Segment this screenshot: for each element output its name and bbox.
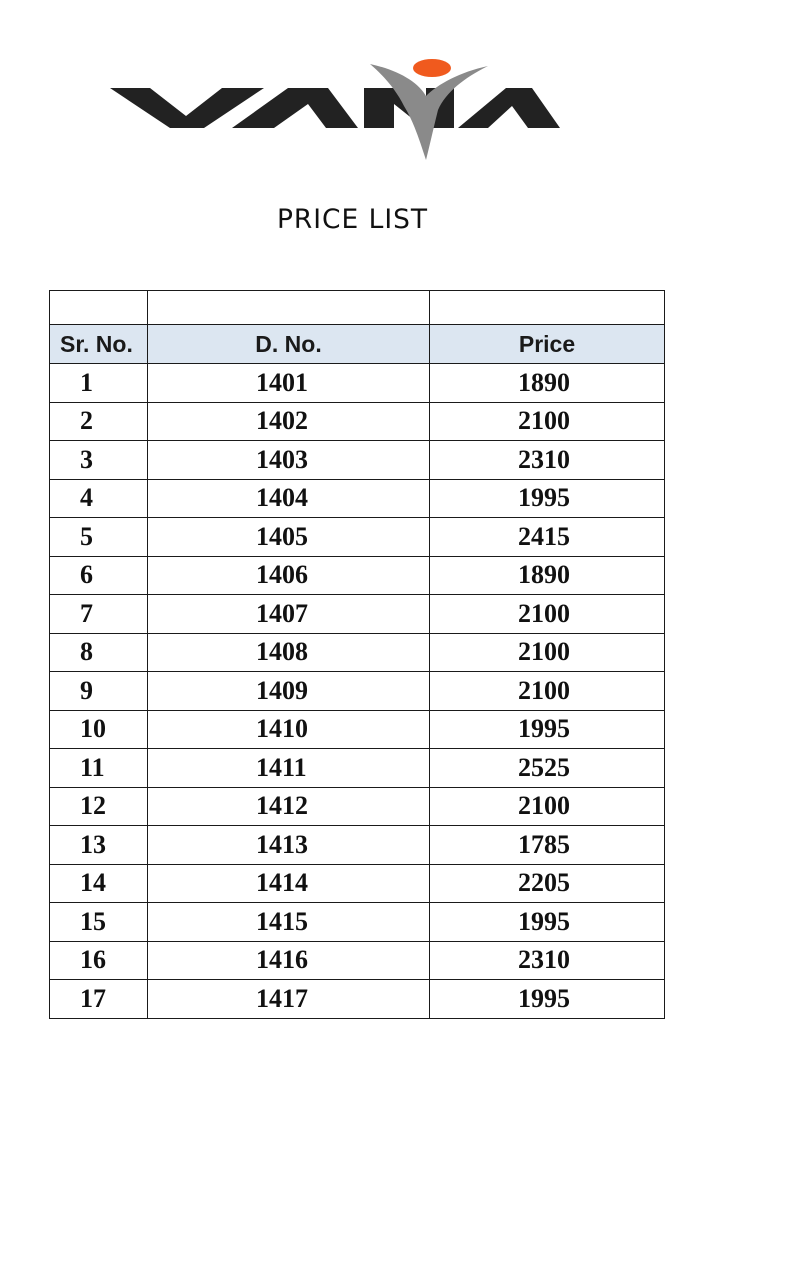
cell-d-no: 1403 xyxy=(148,441,430,480)
table-row xyxy=(50,787,665,826)
blank-row xyxy=(50,291,665,325)
cell-sr-no: 7 xyxy=(50,595,148,634)
cell-d-no: 1417 xyxy=(148,980,430,1019)
cell-sr-no: 12 xyxy=(50,787,148,826)
table-row xyxy=(50,903,665,942)
price-list-table xyxy=(49,290,665,1019)
cell-d-no: 1411 xyxy=(148,749,430,788)
cell-price: 2310 xyxy=(430,441,665,480)
table-row xyxy=(50,864,665,903)
cell-sr-no: 11 xyxy=(50,749,148,788)
table-row xyxy=(50,980,665,1019)
cell-sr-no: 14 xyxy=(50,864,148,903)
table-row xyxy=(50,441,665,480)
table-row xyxy=(50,749,665,788)
cell-d-no: 1413 xyxy=(148,826,430,865)
table-row xyxy=(50,556,665,595)
cell-d-no: 1404 xyxy=(148,479,430,518)
cell-sr-no: 6 xyxy=(50,556,148,595)
cell-sr-no: 5 xyxy=(50,518,148,557)
cell-sr-no: 3 xyxy=(50,441,148,480)
table-row xyxy=(50,479,665,518)
cell-sr-no: 10 xyxy=(50,710,148,749)
cell-price: 2100 xyxy=(430,633,665,672)
cell-d-no: 1405 xyxy=(148,518,430,557)
cell-sr-no: 2 xyxy=(50,402,148,441)
logo-accent-dot xyxy=(413,59,451,77)
cell-d-no: 1414 xyxy=(148,864,430,903)
table-row xyxy=(50,941,665,980)
column-header-price: Price xyxy=(430,325,665,364)
table-row xyxy=(50,633,665,672)
cell-price: 2100 xyxy=(430,402,665,441)
table-row xyxy=(50,826,665,865)
table-row xyxy=(50,595,665,634)
cell-sr-no: 8 xyxy=(50,633,148,672)
blank-cell xyxy=(430,291,665,325)
cell-price: 1890 xyxy=(430,364,665,403)
table-row xyxy=(50,672,665,711)
table-row xyxy=(50,402,665,441)
cell-price: 2310 xyxy=(430,941,665,980)
cell-d-no: 1409 xyxy=(148,672,430,711)
cell-sr-no: 15 xyxy=(50,903,148,942)
column-header-sr-no: Sr. No. xyxy=(50,325,148,364)
cell-price: 2205 xyxy=(430,864,665,903)
cell-d-no: 1412 xyxy=(148,787,430,826)
table-header-row xyxy=(50,325,665,364)
cell-d-no: 1401 xyxy=(148,364,430,403)
cell-sr-no: 13 xyxy=(50,826,148,865)
cell-price: 1995 xyxy=(430,710,665,749)
cell-d-no: 1416 xyxy=(148,941,430,980)
cell-d-no: 1408 xyxy=(148,633,430,672)
cell-price: 2100 xyxy=(430,787,665,826)
column-header-d-no: D. No. xyxy=(148,325,430,364)
cell-price: 2100 xyxy=(430,595,665,634)
cell-price: 2415 xyxy=(430,518,665,557)
cell-d-no: 1406 xyxy=(148,556,430,595)
cell-d-no: 1415 xyxy=(148,903,430,942)
page-title: PRICE LIST xyxy=(276,204,429,235)
cell-d-no: 1410 xyxy=(148,710,430,749)
vanya-logo-graphic xyxy=(108,56,564,164)
cell-price: 2100 xyxy=(430,672,665,711)
brand-logo xyxy=(108,56,564,164)
cell-d-no: 1407 xyxy=(148,595,430,634)
cell-price: 1785 xyxy=(430,826,665,865)
blank-cell xyxy=(50,291,148,325)
table-row xyxy=(50,518,665,557)
cell-price: 1995 xyxy=(430,479,665,518)
cell-sr-no: 4 xyxy=(50,479,148,518)
cell-sr-no: 1 xyxy=(50,364,148,403)
cell-sr-no: 17 xyxy=(50,980,148,1019)
cell-sr-no: 9 xyxy=(50,672,148,711)
logo-letter-a2 xyxy=(458,88,560,128)
cell-price: 1995 xyxy=(430,903,665,942)
blank-cell xyxy=(148,291,430,325)
cell-price: 1995 xyxy=(430,980,665,1019)
cell-d-no: 1402 xyxy=(148,402,430,441)
table-row xyxy=(50,364,665,403)
cell-price: 2525 xyxy=(430,749,665,788)
table-row xyxy=(50,710,665,749)
cell-price: 1890 xyxy=(430,556,665,595)
cell-sr-no: 16 xyxy=(50,941,148,980)
